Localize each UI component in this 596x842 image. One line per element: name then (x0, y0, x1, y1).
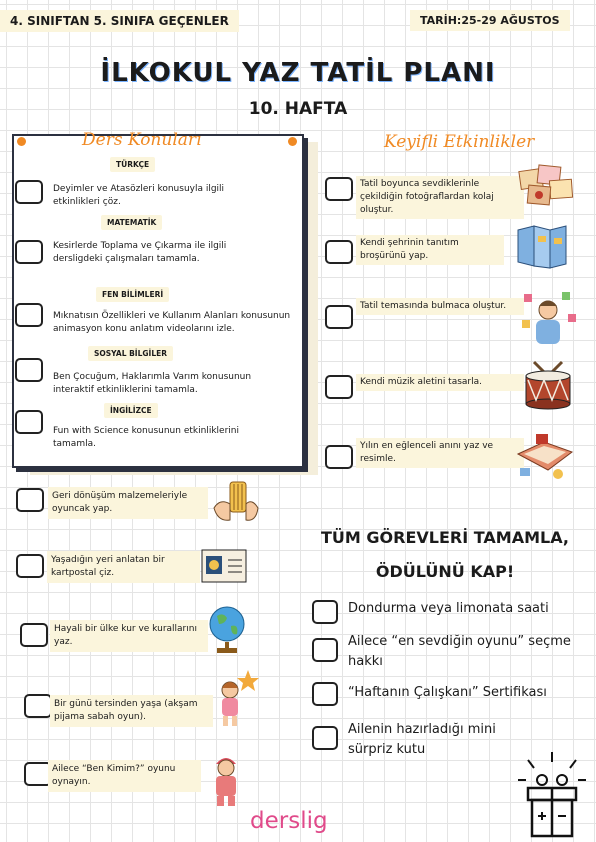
fun-item-3: Tatil temasında bulmaca oluştur. (356, 298, 524, 315)
subject-tag-turkce: TÜRKÇE (110, 157, 155, 172)
checkbox-fun-5[interactable] (325, 445, 353, 469)
fun-item-1: Tatil boyunca sevdiklerinle çekildiğin fotoğraflardan kolaj oluştur. (356, 176, 524, 219)
rewards-heading-2: ÖDÜLÜNÜ KAP! (375, 562, 515, 581)
checkbox-ingilizce[interactable] (15, 410, 43, 434)
subject-task-sosyal: Ben Çocuğum, Haklarımla Varım konusunun interaktif etkinliklerini tamamla. (53, 372, 252, 395)
activity-5: Ailece “Ben Kimim?” oyunu oynayın. (48, 760, 201, 792)
week-label: 10. HAFTA (248, 99, 348, 119)
checkbox-sosyal[interactable] (15, 358, 43, 382)
subject-task-turkce: Deyimler ve Atasözleri konusuyla ilgili etkinlikleri çöz. (53, 184, 225, 207)
rewards-heading-1: TÜM GÖREVLERİ TAMAMLA, (321, 528, 569, 547)
grade-label: 4. SINIFTAN 5. SINIFA GEÇENLER (0, 10, 239, 32)
checkbox-act-1[interactable] (16, 488, 44, 512)
fun-item-5: Yılın en eğlenceli anını yaz ve resimle. (356, 438, 524, 468)
brand-logo[interactable]: derslig (250, 808, 328, 834)
activity-3: Hayali bir ülke kur ve kurallarını yaz. (50, 620, 208, 652)
checkbox-act-2[interactable] (16, 554, 44, 578)
checkbox-fun-2[interactable] (325, 240, 353, 264)
activity-2: Yaşadığın yeri anlatan bir kartpostal çiz. (47, 551, 200, 583)
checkbox-reward-1[interactable] (312, 600, 338, 624)
checkbox-act-4[interactable] (24, 694, 52, 718)
puzzle-thinking-boy-icon (520, 288, 578, 346)
boy-pajama-icon (206, 752, 246, 808)
checkbox-turkce[interactable] (15, 180, 43, 204)
panel-dot-left (17, 137, 26, 146)
fun-title: Keyifli Etkinlikler (384, 132, 535, 152)
checkbox-reward-4[interactable] (312, 726, 338, 750)
lessons-title: Ders Konuları (82, 130, 202, 150)
subject-tag-ingilizce: İNGİLİZCE (104, 403, 158, 418)
checkbox-reward-2[interactable] (312, 638, 338, 662)
checkbox-reward-3[interactable] (312, 682, 338, 706)
reward-2: Ailece “en sevdiğin oyunu” seçme hakkı (348, 634, 571, 669)
reward-3: “Haftanın Çalışkanı” Sertifikası (348, 685, 547, 700)
postcard-icon (200, 548, 248, 584)
checkbox-fun-1[interactable] (325, 177, 353, 201)
fun-item-4: Kendi müzik aletini tasarla. (356, 374, 524, 391)
scrapbook-icon (514, 430, 576, 484)
reward-1: Dondurma veya limonata saati (348, 601, 549, 616)
checkbox-fen[interactable] (15, 303, 43, 327)
checkbox-fun-4[interactable] (325, 375, 353, 399)
activity-1: Geri dönüşüm malzemeleriyle oyuncak yap. (48, 487, 208, 519)
gift-box-icon (514, 750, 590, 840)
panel-dot-right (288, 137, 297, 146)
subject-task-ingilizce: Fun with Science konusunun etkinliklerini tamamla. (53, 426, 239, 449)
activity-4: Bir günü tersinden yaşa (akşam pijama sabah oyun). (50, 695, 213, 727)
fun-item-2: Kendi şehrinin tanıtım broşürünü yap. (356, 235, 504, 265)
brochure-icon (514, 222, 570, 270)
subject-task-matematik: Kesirlerde Toplama ve Çıkarma ile ilgili dersligdeki çalışmaları tamamla. (53, 241, 227, 264)
checkbox-matematik[interactable] (15, 240, 43, 264)
date-label: TARİH:25-29 AĞUSTOS (410, 10, 570, 31)
collage-photos-icon (518, 164, 576, 210)
subject-tag-matematik: MATEMATİK (101, 215, 162, 230)
page-title: İLKOKUL YAZ TATİL PLANI (100, 58, 496, 88)
globe-icon (205, 604, 249, 656)
checkbox-fun-3[interactable] (325, 305, 353, 329)
subject-task-fen: Mıknatısın Özellikleri ve Kullanım Alanları konusunun animasyon konu anlatım videolarını izle. (53, 311, 291, 334)
drum-icon (520, 360, 576, 410)
subject-tag-sosyal: SOSYAL BİLGİLER (88, 346, 173, 361)
subject-tag-fen: FEN BİLİMLERİ (96, 287, 169, 302)
reward-4: Ailenin hazırladığı mini sürpriz kutu (348, 722, 496, 757)
checkbox-act-3[interactable] (20, 623, 48, 647)
girl-star-icon (210, 668, 260, 728)
hands-craft-icon (210, 478, 262, 528)
